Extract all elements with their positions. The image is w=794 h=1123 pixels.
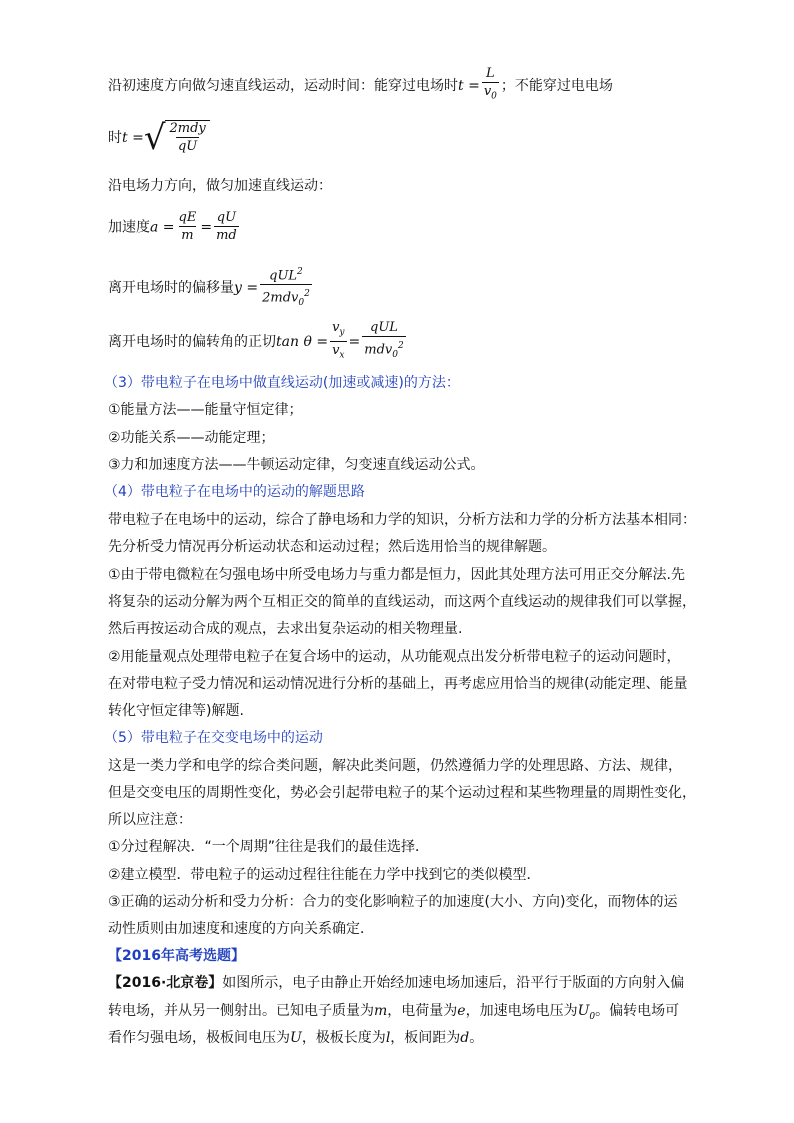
time-label: 时: [108, 130, 122, 146]
fraction-L-over-v0: $\frac{L}{v_0}$: [482, 66, 499, 106]
paragraph-4-2: 先分析受力情况再分析运动状态和运动过程；然后选用恰当的规律解题。: [108, 539, 556, 555]
paragraph-4-1: 带电粒子在电场中的运动，综合了静电场和力学的知识，分析方法和力学的分析方法基本相同：: [108, 512, 696, 528]
paragraph-3-2: ②功能关系——动能定理；: [108, 430, 275, 446]
paragraph-3-3: ③力和加速度方法——牛顿运动定律，匀变速直线运动公式。: [108, 457, 485, 473]
paragraph-5-4: ①分过程解决．“一个周期”往往是我们的最佳选择．: [108, 839, 430, 855]
fraction-qE-over-m: $\frac{qE}{m}$: [178, 210, 197, 243]
tangent-line: 离开电场时的偏转角的正切tan θ = $\frac{v_y}{v_x}$ = $\frac{\text{qUL}}{mdv_0^2}$: [108, 320, 408, 364]
time-text: 沿初速度方向做匀速直线运动，运动时间：能穿过电场时: [108, 77, 458, 94]
paragraph-4-3: ①由于带电微粒在匀强电场中所受电场力与重力都是恒力，因此其处理方法可用正交分解法.先: [108, 567, 685, 583]
paragraph-4-7: 在对带电粒子受力情况和运动情况进行分析的基础上，再考虑应用恰当的规律(动能定理、能量: [108, 676, 688, 692]
question-text-3a: 看作匀强电场，极板间电压为: [108, 1030, 290, 1046]
formula-tan-theta: tan θ =: [276, 334, 329, 351]
paragraph-5-7: 动性质则由加速度和速度的方向关系确定．: [108, 921, 374, 937]
question-text-2a: 转电场，并从另一侧射出。已知电子质量为: [108, 1003, 374, 1019]
acceleration-line: 加速度a = $\frac{qE}{m}$ = $\frac{qU}{md}$: [108, 210, 237, 243]
heading-5: （5）带电粒子在交变电场中的运动: [104, 730, 323, 746]
question-text-2d: 。偏转电场可: [595, 1003, 680, 1019]
var-d: d: [460, 1030, 470, 1046]
paragraph-5-2: 但是交变电压的周期性变化，势必会引起带电粒子的某个运动过程和某些物理量的周期性变化，: [108, 785, 696, 801]
formula-y: y =: [234, 280, 259, 297]
time-formula-line: [108, 66, 613, 106]
formula-t-L-v0: t =: [458, 77, 480, 94]
displacement-line: [108, 264, 314, 312]
heading-exam-selection: 【2016年高考选题】: [108, 948, 245, 964]
paragraph-5-1: 这是一类力学和电学的综合类问题，解决此类问题，仍然遵循力学的处理思路、方法、规律，: [108, 758, 682, 774]
displacement-label: 离开电场时的偏移量: [108, 280, 234, 297]
fraction-qUL2-over-2mdv02: $\frac{qUL^2}{2mdv_0^2}$: [260, 264, 312, 312]
question-text-2c: ，加速电场电压为: [465, 1003, 578, 1019]
heading-3: （3）带电粒子在电场中做直线运动(加速或减速)的方法：: [104, 375, 460, 391]
question-line-2: [108, 1001, 679, 1027]
fraction-qUL-over-mdv02: $\frac{\text{qUL}}{mdv_0^2}$: [362, 320, 405, 364]
question-source-tag: 【2016·北京卷】: [108, 975, 223, 991]
var-e: e: [457, 1003, 466, 1019]
var-U: U: [290, 1030, 302, 1046]
heading-4: （4）带电粒子在电场中的运动的解题思路: [104, 484, 365, 500]
question-text-1: 如图所示，电子由静止开始经加速电场加速后，沿平行于版面的方向射入偏: [222, 975, 685, 991]
question-text-3c: ，板间距为: [390, 1030, 461, 1046]
acceleration-label: 加速度: [108, 219, 150, 236]
paragraph-4-4: 将复杂的运动分解为两个互相正交的简单的直线运动，而这两个直线运动的规律我们可以掌握，: [108, 594, 696, 610]
formula-t: t =: [122, 130, 144, 146]
fraction-qU-over-md: $\frac{qU}{md}$: [216, 210, 237, 243]
question-text-2b: ，电荷量为: [387, 1003, 458, 1019]
var-U0: $U_0$: [577, 1003, 596, 1022]
paragraph-5-5: ②建立模型．带电粒子的运动过程往往能在力学中找到它的类似模型．: [108, 867, 541, 883]
fraction-vy-over-vx: $\frac{v_y}{v_x}$: [330, 320, 346, 364]
var-l: l: [385, 1030, 391, 1046]
paragraph-3-1: ①能量方法——能量守恒定律；: [108, 402, 303, 418]
tangent-label: 离开电场时的偏转角的正切: [108, 334, 276, 351]
time-text-tail: ；不能穿过电电场: [500, 77, 613, 94]
question-line-3: [108, 1028, 483, 1048]
paragraph-4-8: 转化守恒定律等)解题.: [108, 703, 244, 719]
var-m: m: [374, 1003, 388, 1019]
paragraph-4-6: ②用能量观点处理带电粒子在复合场中的运动，从功能观点出发分析带电粒子的运动问题时，: [108, 649, 681, 665]
sqrt-2mdy-over-qU: √ $\frac{\text{2mdy}}{qU}$: [144, 120, 210, 156]
paragraph-5-6: ③正确的运动分析和受力分析：合力的变化影响粒子的加速度(大小、方向)变化，而物体的运: [108, 894, 678, 910]
paragraph-5-3: 所以应注意：: [108, 812, 192, 828]
question-line-1: [108, 973, 684, 993]
paragraph-4-5: 然后再按运动合成的观点，去求出复杂运动的相关物理量.: [108, 621, 463, 637]
field-direction-text: 沿电场力方向，做匀加速直线运动：: [108, 178, 332, 194]
formula-a: a =: [150, 219, 175, 236]
time-sqrt-line: [108, 120, 210, 156]
question-text-3d: 。: [469, 1030, 484, 1046]
question-text-3b: ，极板长度为: [301, 1030, 386, 1046]
